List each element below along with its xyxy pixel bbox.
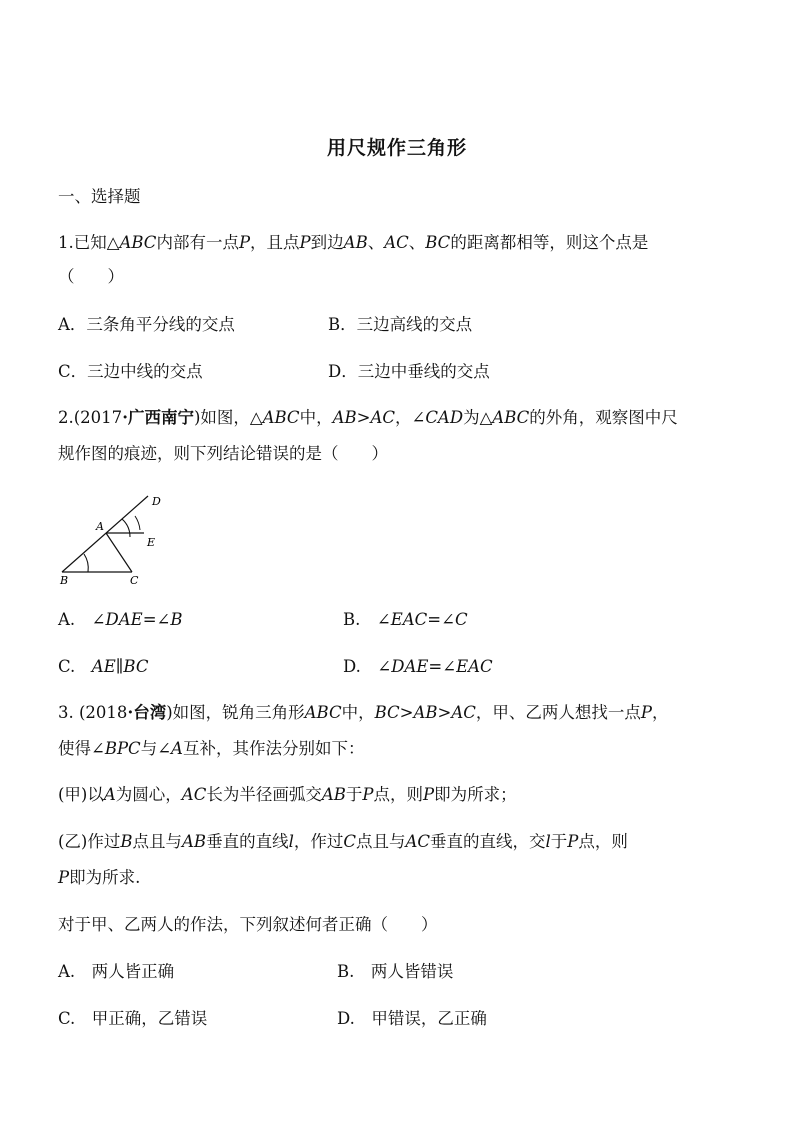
q2-option-c[interactable] bbox=[58, 656, 148, 678]
q3-option-b[interactable]: B. 两人皆错误 bbox=[337, 962, 454, 981]
question-1-line-2: （ ） bbox=[58, 267, 124, 286]
text: 的距离都相等，则这个点是 bbox=[450, 233, 649, 252]
variable: P bbox=[58, 868, 70, 887]
year: (2018 bbox=[79, 703, 128, 722]
variable: BC bbox=[425, 233, 451, 252]
text: > bbox=[437, 703, 452, 722]
variable: l bbox=[545, 832, 551, 851]
text: 使得∠ bbox=[58, 739, 105, 758]
question-3-line-3 bbox=[58, 784, 754, 806]
variable: AB bbox=[182, 832, 207, 851]
text: (甲)以 bbox=[58, 785, 104, 804]
text: 、 bbox=[367, 233, 385, 252]
year: (2017 bbox=[73, 408, 123, 427]
q2-option-a[interactable] bbox=[58, 609, 183, 631]
text: 点，则 bbox=[373, 785, 423, 804]
text: ， bbox=[652, 703, 669, 722]
question-3-line-1 bbox=[58, 702, 754, 724]
text: 的外角，观察图中尺 bbox=[529, 408, 678, 427]
question-1-line-1 bbox=[58, 232, 754, 254]
q2-option-d[interactable] bbox=[343, 656, 493, 678]
text: 于 bbox=[550, 832, 568, 851]
q1-option-a[interactable]: A．三条角平分线的交点 bbox=[58, 315, 235, 334]
arc-at-b bbox=[84, 554, 88, 572]
source: 台湾 bbox=[133, 703, 167, 722]
text: ，作过 bbox=[293, 832, 344, 851]
text: 内部有一点 bbox=[156, 233, 239, 252]
question-3-line-2 bbox=[58, 738, 754, 760]
text: ，且点 bbox=[250, 233, 300, 252]
text: ∥ bbox=[115, 657, 124, 676]
text: 已知△ bbox=[73, 233, 120, 252]
text: 与∠ bbox=[140, 739, 172, 758]
variable: ABC bbox=[304, 703, 342, 722]
variable: P bbox=[299, 233, 311, 252]
text: 即为所求； bbox=[434, 785, 517, 804]
variable: AC bbox=[451, 703, 476, 722]
q1-option-d[interactable]: D．三边中垂线的交点 bbox=[328, 362, 490, 381]
variable: C bbox=[343, 832, 356, 851]
variable: DAE bbox=[105, 610, 143, 629]
text: )如图，锐角三角形 bbox=[166, 703, 305, 722]
q2-option-b[interactable] bbox=[343, 609, 468, 631]
variable: P bbox=[567, 832, 579, 851]
text: 即为所求. bbox=[69, 868, 141, 887]
variable: AC bbox=[181, 785, 207, 804]
geometry-figure bbox=[56, 490, 166, 586]
source: 广西南宁 bbox=[127, 408, 194, 427]
variable: C bbox=[454, 610, 468, 629]
label-b: B bbox=[60, 574, 69, 586]
q1-option-c[interactable]: C．三边中线的交点 bbox=[58, 362, 203, 381]
variable: P bbox=[640, 703, 653, 722]
question-3-line-4 bbox=[58, 831, 754, 853]
question-2-line-1 bbox=[58, 407, 754, 429]
source-dot: · bbox=[122, 408, 128, 427]
variable: A bbox=[171, 739, 183, 758]
section-heading: 一、选择题 bbox=[58, 187, 141, 206]
text: 点且与 bbox=[355, 832, 406, 851]
label-c: C bbox=[130, 574, 139, 586]
label-e: E bbox=[147, 536, 156, 549]
variable: AB bbox=[343, 233, 368, 252]
page-title: 用尺规作三角形 bbox=[326, 137, 467, 159]
segment-ac bbox=[106, 533, 132, 572]
text: =∠ bbox=[428, 657, 457, 676]
text: =∠ bbox=[142, 610, 171, 629]
variable: AE bbox=[91, 657, 116, 676]
variable: P bbox=[238, 233, 251, 252]
variable: P bbox=[362, 785, 374, 804]
q3-option-c[interactable]: C. 甲正确，乙错误 bbox=[58, 1009, 208, 1028]
variable: ABC bbox=[492, 408, 530, 427]
text: 互补，其作法分别如下： bbox=[182, 739, 365, 758]
variable: ABC bbox=[262, 408, 300, 427]
variable: AC bbox=[405, 832, 431, 851]
variable: ABC bbox=[119, 233, 157, 252]
label-a: A bbox=[96, 520, 104, 533]
text: (乙)作过 bbox=[58, 832, 121, 851]
text: 中， bbox=[299, 408, 333, 427]
variable: BPC bbox=[104, 739, 141, 758]
text: )如图，△ bbox=[193, 408, 263, 427]
variable: DAE bbox=[391, 657, 429, 676]
text: C. bbox=[58, 657, 92, 676]
variable: EAC bbox=[456, 657, 493, 676]
variable: BC bbox=[374, 703, 400, 722]
question-number: 3. bbox=[58, 703, 74, 722]
text: 、 bbox=[408, 233, 426, 252]
variable: B bbox=[120, 832, 133, 851]
variable: EAC bbox=[390, 610, 428, 629]
source-dot: · bbox=[127, 703, 134, 722]
text: 点且与 bbox=[132, 832, 183, 851]
question-3-line-5 bbox=[58, 867, 754, 889]
text: ，∠ bbox=[394, 408, 426, 427]
question-number: 1. bbox=[58, 233, 74, 252]
text: 长为半径画弧交 bbox=[206, 785, 322, 804]
text: B. ∠ bbox=[343, 610, 391, 629]
q1-option-b[interactable]: B．三边高线的交点 bbox=[328, 315, 473, 334]
question-2-line-2: 规作图的痕迹，则下列结论错误的是（ ） bbox=[58, 444, 388, 463]
text: A. ∠ bbox=[58, 610, 106, 629]
text: 到边 bbox=[310, 233, 344, 252]
text: 为△ bbox=[463, 408, 493, 427]
text: > bbox=[399, 703, 414, 722]
text: 点，则 bbox=[578, 832, 628, 851]
variable: AC bbox=[384, 233, 409, 252]
variable: AC bbox=[370, 408, 395, 427]
variable: l bbox=[288, 832, 294, 851]
text: 中， bbox=[341, 703, 375, 722]
variable: BC bbox=[123, 657, 149, 676]
variable: CAD bbox=[425, 408, 464, 427]
question-3-line-6: 对于甲、乙两人的作法，下列叙述何者正确（ ） bbox=[58, 915, 438, 934]
text: 于 bbox=[345, 785, 363, 804]
q3-option-d[interactable]: D. 甲错误，乙正确 bbox=[337, 1009, 487, 1028]
variable: P bbox=[423, 785, 435, 804]
text: D. ∠ bbox=[343, 657, 392, 676]
q3-option-a[interactable]: A. 两人皆正确 bbox=[58, 962, 175, 981]
variable: AB bbox=[332, 408, 357, 427]
variable: AB bbox=[413, 703, 438, 722]
text: 为圆心， bbox=[115, 785, 182, 804]
question-number: 2. bbox=[58, 408, 74, 427]
text: 垂直的直线，交 bbox=[430, 832, 546, 851]
variable: A bbox=[103, 785, 116, 804]
segment-ba-extended bbox=[62, 496, 148, 572]
text: 垂直的直线 bbox=[206, 832, 289, 851]
text: ，甲、乙两人想找一点 bbox=[475, 703, 641, 722]
variable: AB bbox=[321, 785, 346, 804]
arc-mark bbox=[135, 516, 140, 530]
text: > bbox=[356, 408, 371, 427]
variable: B bbox=[170, 610, 183, 629]
arc-at-a bbox=[122, 519, 130, 537]
label-d: D bbox=[152, 495, 161, 508]
text: =∠ bbox=[427, 610, 455, 629]
